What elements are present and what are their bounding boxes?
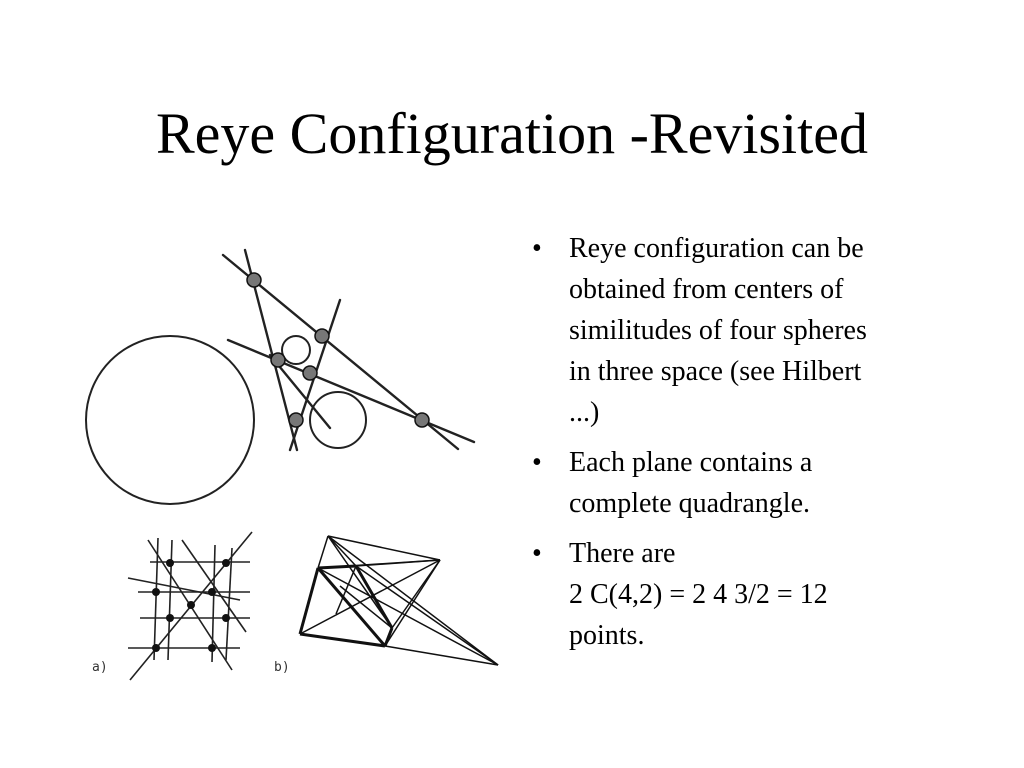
bullet-text-line: points.	[569, 620, 645, 651]
bullet-marker: •	[532, 538, 542, 569]
bullet-list	[532, 228, 952, 665]
slide-title: Reye Configuration -Revisited	[156, 101, 868, 166]
point-3	[271, 353, 285, 367]
bullet-text-line: complete quadrangle.	[569, 488, 811, 519]
bullet-text-line: ...)	[569, 397, 600, 428]
panel-b-label: b)	[274, 660, 290, 675]
bullet-item	[532, 442, 952, 524]
point-1	[247, 273, 261, 287]
line-3	[228, 340, 474, 442]
bullet-marker: •	[532, 233, 542, 264]
bullet-text-line: Reye configuration can be	[569, 233, 864, 264]
geometry-figure	[80, 240, 510, 690]
panel-a-label: a)	[92, 660, 108, 675]
point-5	[289, 413, 303, 427]
bullet-text-line: similitudes of four spheres	[569, 315, 867, 346]
bullet-text-line: obtained from centers of	[569, 274, 844, 305]
bullet-marker: •	[532, 447, 542, 478]
point-4	[303, 366, 317, 380]
bullet-text-line: Each plane contains a	[569, 447, 813, 478]
bullet-text-line: in three space (see Hilbert	[569, 356, 862, 387]
small-circle-top	[282, 336, 310, 364]
bullet-item	[532, 533, 952, 656]
point-6	[415, 413, 429, 427]
small-circle-bottom	[310, 392, 366, 448]
bullet-text-line: 2 C(4,2) = 2 4 3/2 = 12	[569, 579, 828, 610]
large-circle	[86, 336, 254, 504]
bullet-text-line: There are	[569, 538, 676, 569]
bullet-item	[532, 228, 952, 433]
point-2	[315, 329, 329, 343]
panel-b-diagram	[300, 536, 498, 665]
